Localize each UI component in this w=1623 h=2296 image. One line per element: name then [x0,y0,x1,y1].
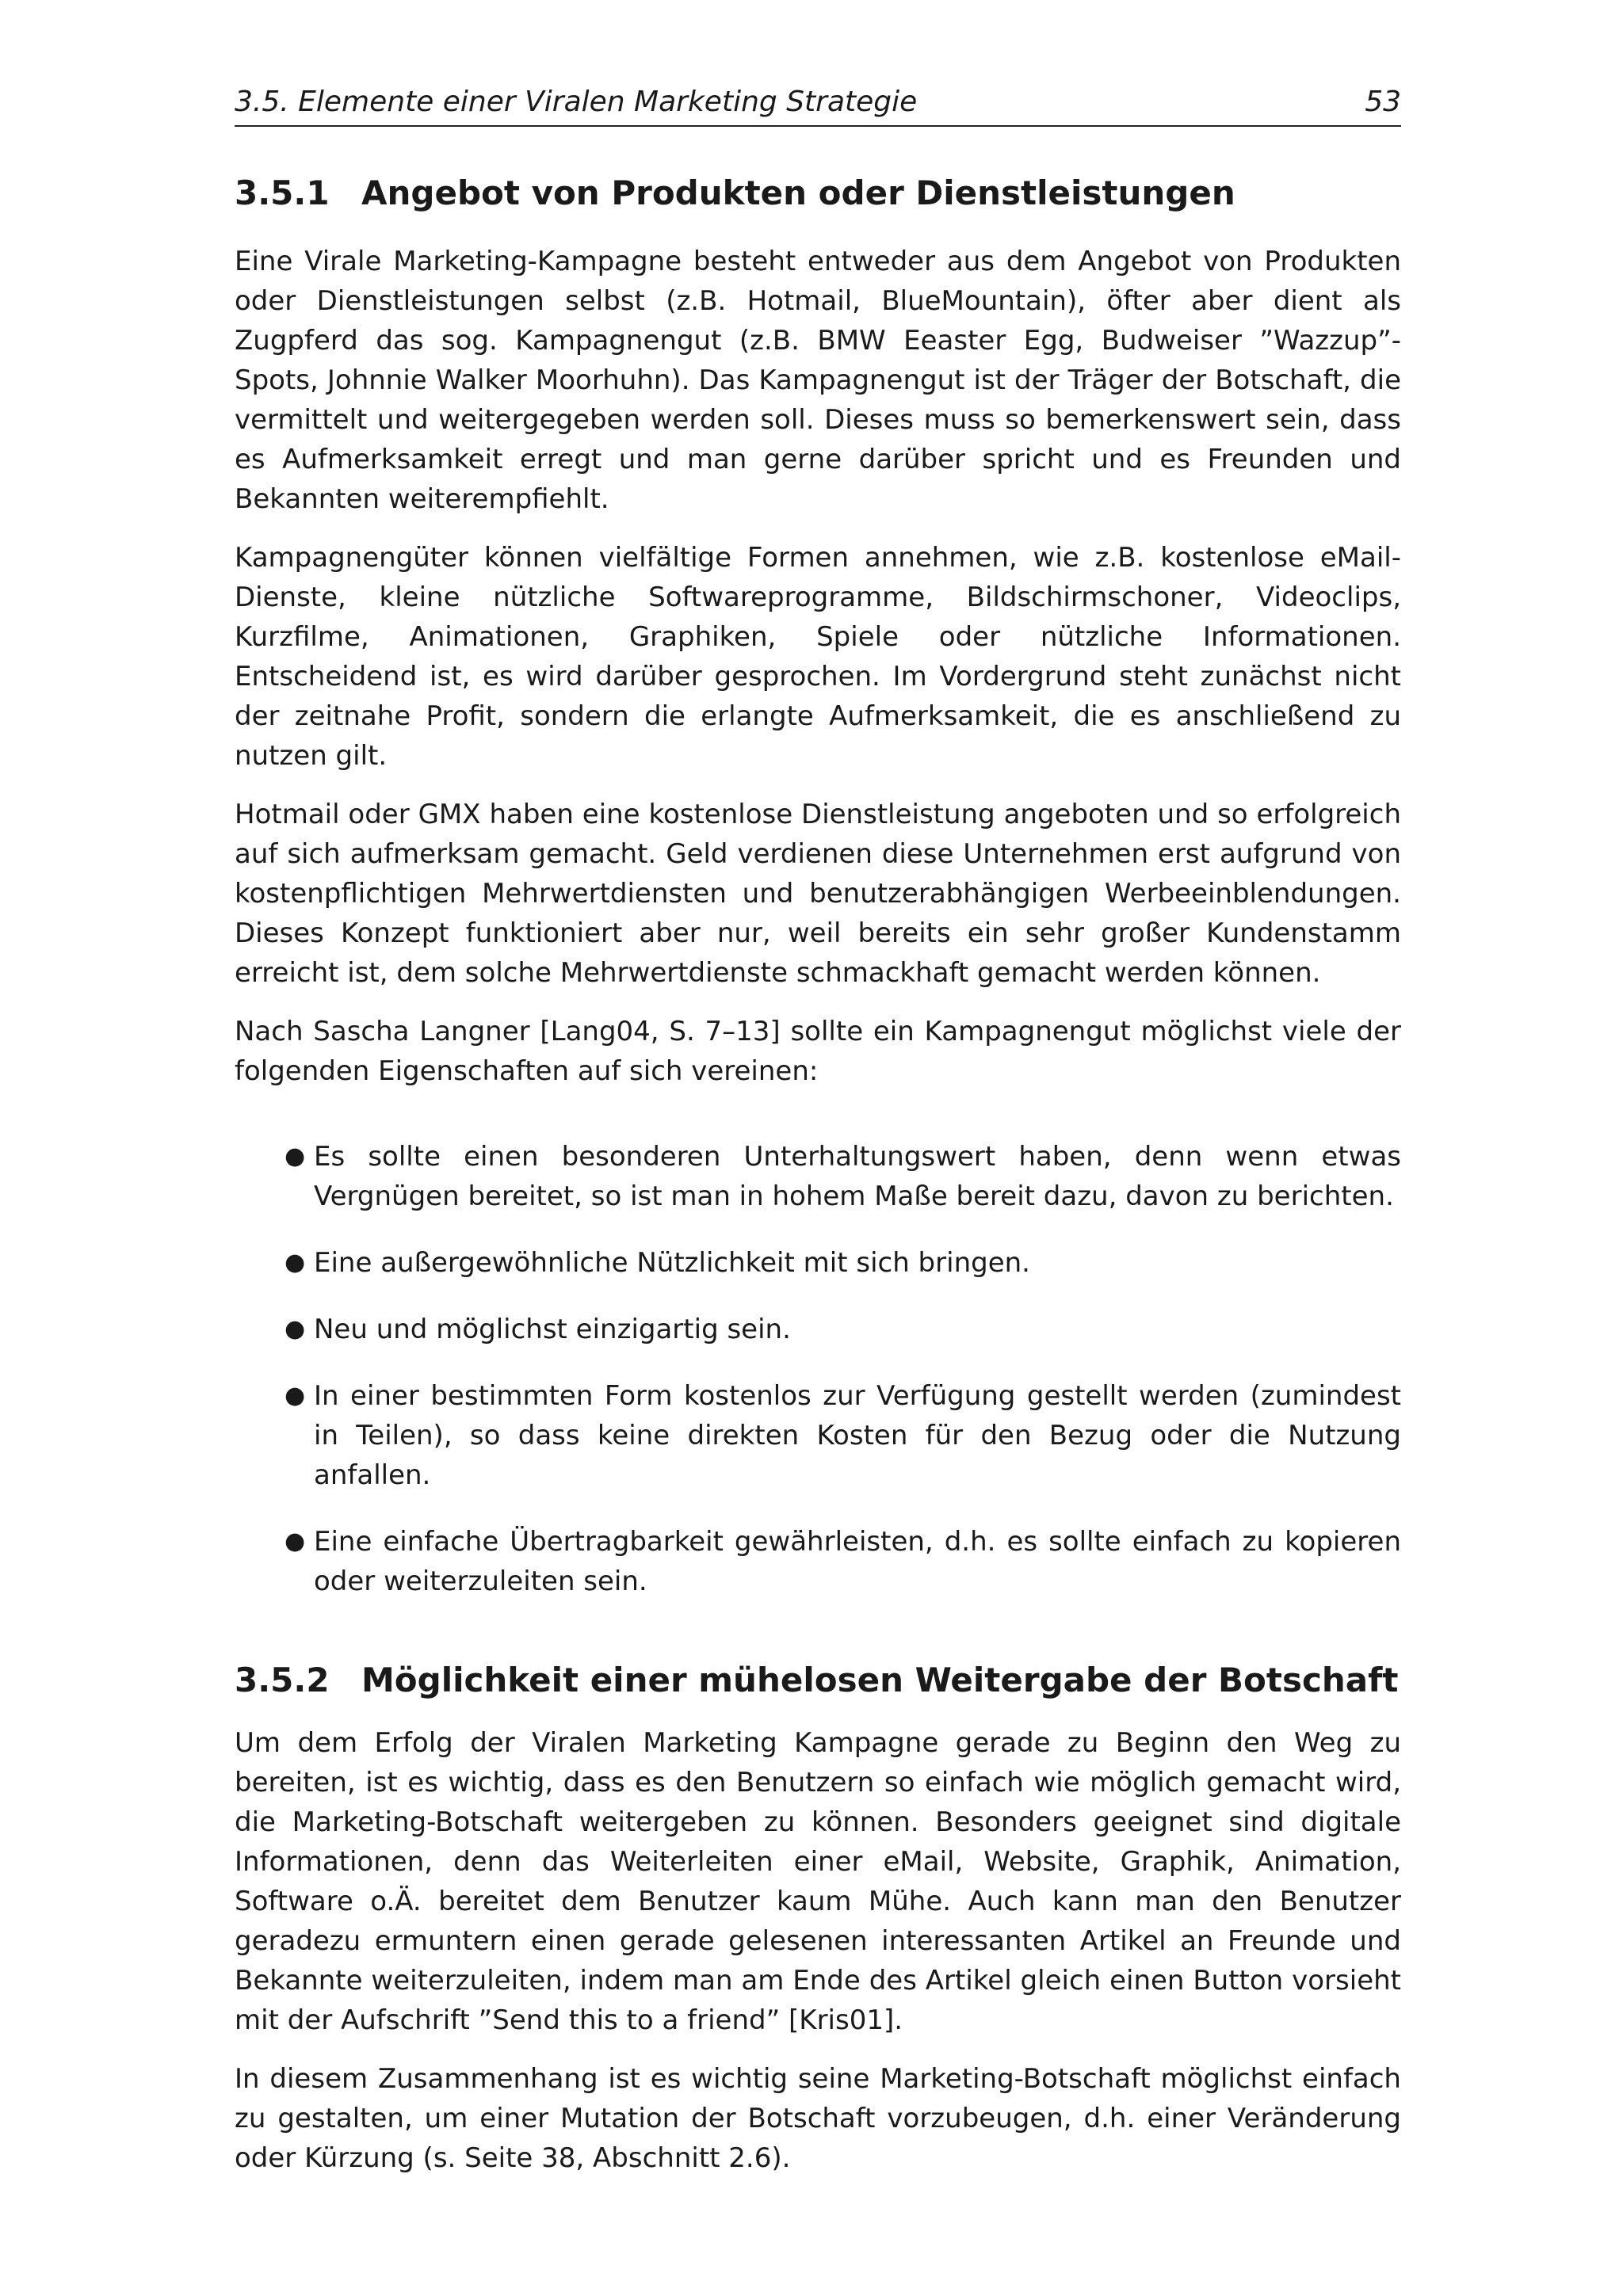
list-item-text: In einer bestimmten Form kostenlos zur Verfügung gestellt werden (zumindest in Teilen), so dass keine direkten Kosten für den Bezug oder die Nutzung anfallen. [314,1379,1401,1491]
bullet-icon: ● [285,1527,306,1555]
running-title: 3.5. Elemente einer Viralen Marketing Strategie [235,86,918,118]
section-title: Angebot von Produkten oder Dienstleistungen [361,174,1235,212]
list-item [235,1310,1401,1349]
list-item-text: Neu und möglichst einzigartig sein. [314,1313,791,1345]
paragraph: Hotmail oder GMX haben eine kostenlose Dienstleistung angeboten und so erfolgreich auf sich aufmerksam gemacht. Geld verdienen diese Unternehmen erst aufgrund von kostenpflichtigen Mehrwertdiensten und benutzerabhängigen Werbeeinblendungen. Dieses Konzept funktioniert aber nur, weil bereits ein sehr großer Kundenstamm erreicht ist, dem solche Mehrwertdienste schmackhaft gemacht werden können. [235,798,1401,989]
properties-list [235,1137,1401,1601]
list-item-text: Eine außergewöhnliche Nützlichkeit mit sich bringen. [314,1246,1030,1279]
section-heading-3-5-2 [235,1660,1401,1702]
section-title: Möglichkeit einer mühelosen Weitergabe der Botschaft [361,1660,1399,1699]
section-heading-3-5-1 [235,173,1401,215]
running-header [235,84,1401,127]
section-number: 3.5.1 [235,174,330,212]
list-item-text: Eine einfache Übertragbarkeit gewährleisten, d.h. es sollte einfach zu kopieren oder weiterzuleiten sein. [314,1525,1401,1597]
page-content [235,173,1401,2197]
list-item [235,1137,1401,1216]
paragraph: Nach Sascha Langner [Lang04, S. 7–13] sollte ein Kampagnengut möglichst viele der folgenden Eigenschaften auf sich vereinen: [235,1015,1401,1087]
paragraph: Eine Virale Marketing-Kampagne besteht entweder aus dem Angebot von Produkten oder Dienstleistungen selbst (z.B. Hotmail, BlueMountain), öfter aber dient als Zugpferd das sog. Kampagnengut (z.B. BMW Eeaster Egg, Budweiser ”Wazzup”-Spots, Johnnie Walker Moorhuhn). Das Kampagnengut ist der Träger der Botschaft, die vermittelt und weitergegeben werden soll. Dieses muss so bemerkenswert sein, dass es Aufmerksamkeit erregt und man gerne darüber spricht und es Freunden und Bekannten weiterempfiehlt. [235,245,1401,515]
bullet-icon: ● [285,1381,306,1409]
paragraph: Um dem Erfolg der Viralen Marketing Kampagne gerade zu Beginn den Weg zu bereiten, ist es wichtig, dass es den Benutzern so einfach wie möglich gemacht wird, die Marketing-Botschaft weitergeben zu können. Besonders geeignet sind digitale Informationen, denn das Weiterleiten einer eMail, Website, Graphik, Animation, Software o.Ä. bereitet dem Benutzer kaum Mühe. Auch kann man den Benutzer geradezu ermuntern einen gerade gelesenen interessanten Artikel an Freunde und Bekannte weiterzuleiten, indem man am Ende des Artikel gleich einen Button vorsieht mit der Aufschrift ”Send this to a friend” [Kris01]. [235,1727,1401,2036]
bullet-icon: ● [285,1314,306,1343]
paragraph: Kampagnengüter können vielfältige Formen annehmen, wie z.B. kostenlose eMail-Dienste, kleine nützliche Softwareprogramme, Bildschirmschoner, Videoclips, Kurzfilme, Animationen, Graphiken, Spiele oder nützliche Informationen. Entscheidend ist, es wird darüber gesprochen. Im Vordergrund steht zunächst nicht der zeitnahe Profit, sondern die erlangte Aufmerksamkeit, die es anschließend zu nutzen gilt. [235,541,1401,772]
list-item-text: Es sollte einen besonderen Unterhaltungswert haben, denn wenn etwas Vergnügen bereitet, so ist man in hohem Maße bereit dazu, davon zu berichten. [314,1140,1401,1212]
bullet-icon: ● [285,1142,306,1170]
section-number: 3.5.2 [235,1660,330,1699]
list-item [235,1376,1401,1495]
list-item [235,1243,1401,1283]
list-item [235,1522,1401,1601]
paragraph: In diesem Zusammenhang ist es wichtig seine Marketing-Botschaft möglichst einfach zu gestalten, um einer Mutation der Botschaft vorzubeugen, d.h. einer Veränderung oder Kürzung (s. Seite 38, Abschnitt 2.6). [235,2063,1401,2174]
page-number: 53 [1365,86,1401,118]
bullet-icon: ● [285,1248,306,1276]
